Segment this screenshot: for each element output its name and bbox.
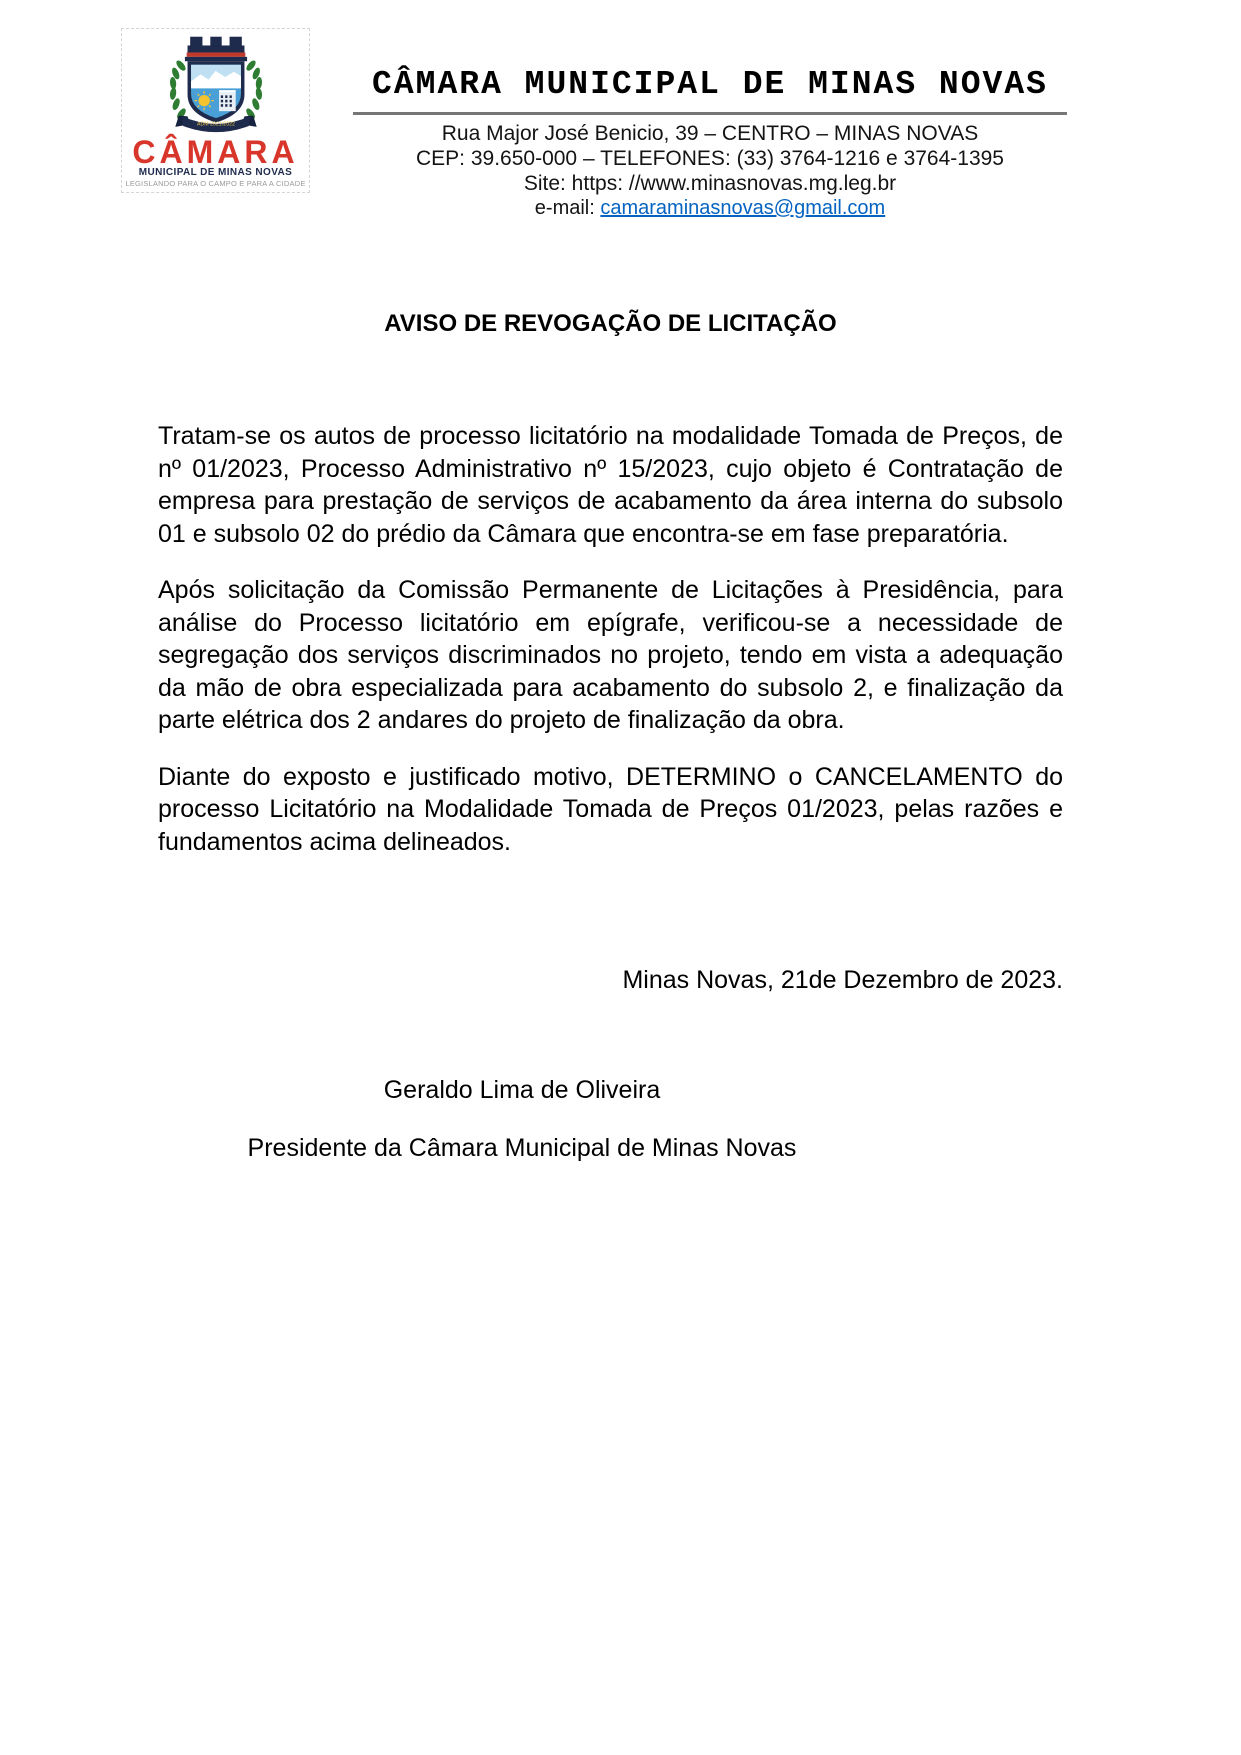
email-label: e-mail: xyxy=(534,197,601,219)
coat-of-arms-icon xyxy=(135,31,297,137)
paragraph-3: Diante do exposto e justificado motivo, DETERMINO o CANCELAMENTO do processo Licitatório na Modalidade Tomada de Preços 01/2023, pelas razões e fundamentos acima delineados. xyxy=(158,762,1063,856)
signature-role: Presidente da Câmara Municipal de Minas Novas xyxy=(247,1134,797,1162)
signature-block xyxy=(158,1076,886,1163)
logo-banner-text: ADM 2021/2022 xyxy=(196,121,235,128)
address-line-2: CEP: 39.650-000 – TELEFONES: (33) 3764-1216 e 3764-1395 xyxy=(416,147,1004,170)
address-block xyxy=(353,121,1067,221)
document-body xyxy=(158,420,1063,882)
letterhead xyxy=(353,62,1067,221)
site-line: Site: https: //www.minasnovas.mg.leg.br xyxy=(523,172,897,195)
org-name: CÂMARA MUNICIPAL DE MINAS NOVAS xyxy=(353,62,1067,115)
logo-wordmark: CÂMARA xyxy=(132,134,299,170)
paragraph-2: Após solicitação da Comissão Permanente de Licitações à Presidência, para análise do Processo licitatório em epígrafe, verificou-se a necessidade de segregação dos serviços discriminados no projeto, tendo em vista a adequação da mão de obra especializada para acabamento do subsolo 2, e finalização da parte elétrica dos 2 andares do projeto de finalização da obra. xyxy=(158,576,1063,734)
address-line-1: Rua Major José Benicio, 39 – CENTRO – MINAS NOVAS xyxy=(441,122,979,145)
municipal-logo xyxy=(121,28,310,193)
email-line xyxy=(353,196,1067,221)
logo-subtitle: MUNICIPAL DE MINAS NOVAS xyxy=(138,167,293,178)
email-link[interactable]: camaraminasnovas@gmail.com xyxy=(600,197,886,219)
date-line: Minas Novas, 21de Dezembro de 2023. xyxy=(622,966,1063,994)
paragraph-1: Tratam-se os autos de processo licitatório na modalidade Tomada de Preços, de nº 01/2023, Processo Administrativo nº 15/2023, cujo objeto é Contratação de empresa para prestação de serviços de acabamento da área interna do subsolo 01 e subsolo 02 do prédio da Câmara que encontra-se em fase preparatória. xyxy=(158,422,1063,548)
signature-name: Geraldo Lima de Oliveira xyxy=(383,1076,661,1104)
document-title: AVISO DE REVOGAÇÃO DE LICITAÇÃO xyxy=(384,310,837,337)
logo-slogan: LEGISLANDO PARA O CAMPO E PARA A CIDADE xyxy=(125,179,306,188)
